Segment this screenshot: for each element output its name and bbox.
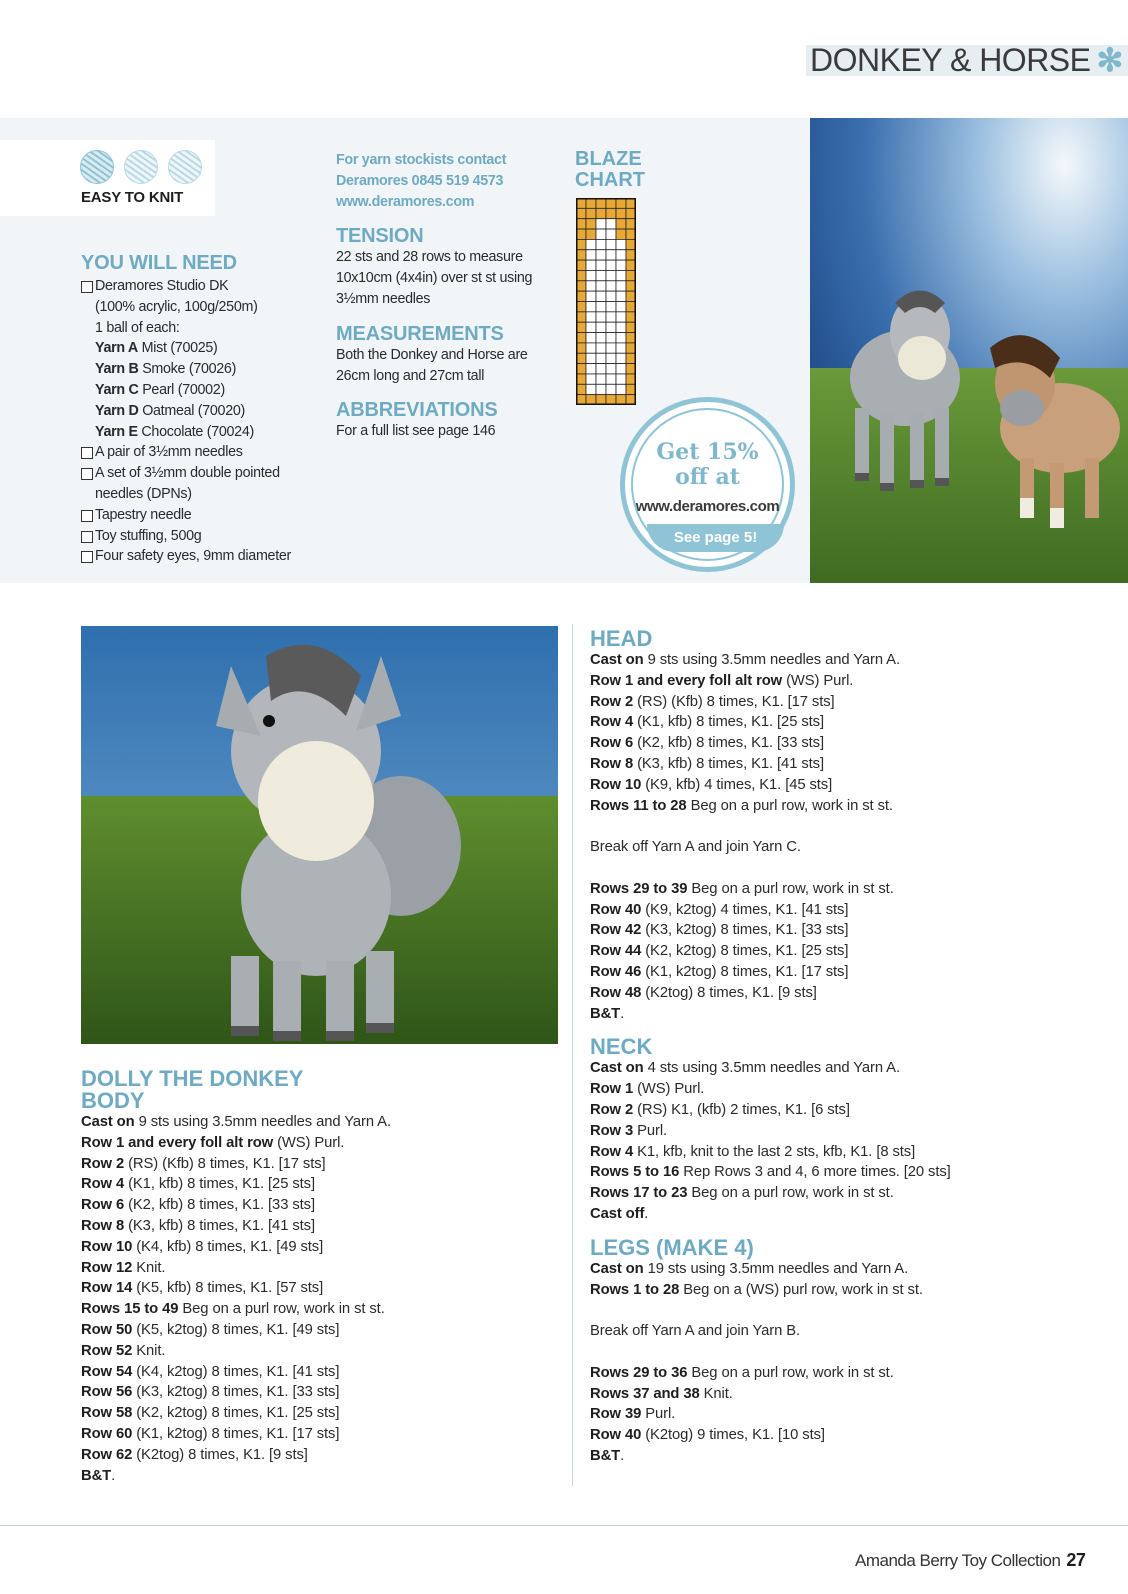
promo-offer: Get 15% off at xyxy=(656,439,759,490)
chart-cell xyxy=(586,198,596,208)
pattern-row: Row 48 (K2tog) 8 times, K1. [9 sts] xyxy=(590,984,817,1001)
pattern-row: Row 12 Knit. xyxy=(81,1259,166,1276)
list-item: Toy stuffing, 500g xyxy=(81,526,321,547)
chart-cell xyxy=(606,291,616,301)
legs-heading: LEGS (MAKE 4) xyxy=(590,1234,754,1260)
chart-cell xyxy=(596,374,606,384)
pattern-row: Row 52 Knit. xyxy=(81,1342,166,1359)
pattern-row: Rows 17 to 23 Beg on a purl row, work in st st. xyxy=(590,1185,894,1202)
pattern-row: Row 4 K1, kfb, knit to the last 2 sts, kfb, K1. [8 sts] xyxy=(590,1143,916,1160)
chart-cell xyxy=(616,270,626,280)
pattern-row: Row 6 (K2, kfb) 8 times, K1. [33 sts] xyxy=(81,1197,315,1214)
chart-cell xyxy=(586,208,596,218)
you-will-need-heading: YOU WILL NEED xyxy=(81,252,237,274)
chart-cell xyxy=(616,343,626,353)
dolly-donkey-photo xyxy=(81,626,558,1044)
pattern-row: Cast on 9 sts using 3.5mm needles and Yarn A. xyxy=(590,652,900,668)
chart-cell xyxy=(596,353,606,363)
chart-cell xyxy=(596,291,606,301)
chart-cell xyxy=(596,322,606,332)
chart-cell xyxy=(616,364,626,374)
pattern-row: Row 10 (K9, kfb) 4 times, K1. [45 sts] xyxy=(590,776,833,793)
chart-cell xyxy=(586,384,596,394)
chart-cell xyxy=(606,374,616,384)
chart-cell xyxy=(606,260,616,270)
pattern-row: Row 3 Purl. xyxy=(590,1122,668,1139)
pattern-row: Row 58 (K2, k2tog) 8 times, K1. [25 sts] xyxy=(81,1405,340,1422)
pattern-row: Rows 11 to 28 Beg on a purl row, work in st st. xyxy=(590,797,893,814)
chart-cell xyxy=(616,302,626,312)
chart-cell xyxy=(616,208,626,218)
pattern-row: Row 56 (K3, k2tog) 8 times, K1. [33 sts] xyxy=(81,1384,340,1401)
pattern-row: Cast on 19 sts using 3.5mm needles and Yarn A. xyxy=(590,1260,909,1277)
pattern-row: Row 44 (K2, k2tog) 8 times, K1. [25 sts] xyxy=(590,943,849,960)
legs-instructions xyxy=(590,1259,1110,1301)
pattern-row: B&T. xyxy=(590,1447,625,1464)
pattern-row: Rows 1 to 28 Beg on a (WS) purl row, work in st st. xyxy=(590,1281,923,1298)
head-instructions xyxy=(590,650,1110,816)
chart-cell xyxy=(596,270,606,280)
pattern-row: Row 1 (WS) Purl. xyxy=(590,1081,705,1098)
chart-cell xyxy=(586,374,596,384)
chart-cell xyxy=(616,395,626,405)
chart-cell xyxy=(616,312,626,322)
tension-text: 22 sts and 28 rows to measure 10x10cm (4x4in) over st st using 3½mm needles xyxy=(336,249,533,307)
chart-cell xyxy=(586,353,596,363)
info-column xyxy=(336,150,561,442)
list-item: Yarn D Oatmeal (70020) xyxy=(95,402,245,419)
blaze-chart-title: BLAZE CHART xyxy=(575,148,645,191)
chart-cell xyxy=(606,333,616,343)
yarn-ball-icon xyxy=(80,150,114,184)
chart-cell xyxy=(606,312,616,322)
chart-cell xyxy=(616,229,626,239)
page-title: DONKEY & HORSE ✻ xyxy=(810,42,1123,78)
pattern-row: Rows 15 to 49 Beg on a purl row, work in st st. xyxy=(81,1301,385,1318)
chart-cell xyxy=(586,260,596,270)
list-item: Deramores Studio DK xyxy=(81,276,321,297)
blaze-chart xyxy=(576,198,636,405)
chart-cell xyxy=(586,281,596,291)
difficulty-rating xyxy=(80,150,202,184)
pattern-row: Rows 5 to 16 Rep Rows 3 and 4, 6 more times. [20 sts] xyxy=(590,1164,951,1181)
head-note: Break off Yarn A and join Yarn C. xyxy=(590,839,801,856)
chart-cell xyxy=(586,229,596,239)
chart-cell xyxy=(586,219,596,229)
chart-cell xyxy=(586,312,596,322)
difficulty-label: EASY TO KNIT xyxy=(81,189,184,206)
head-heading: HEAD xyxy=(590,626,653,651)
chart-cell xyxy=(596,208,606,218)
pattern-row: Row 14 (K5, kfb) 8 times, K1. [57 sts] xyxy=(81,1280,324,1297)
list-item: Yarn A Mist (70025) xyxy=(95,340,218,357)
dolly-title: DOLLY THE DONKEY xyxy=(81,1066,304,1091)
list-item: Yarn C Pearl (70002) xyxy=(95,381,225,398)
list-item: Tapestry needle xyxy=(81,505,321,526)
pattern-row: Row 8 (K3, kfb) 8 times, K1. [41 sts] xyxy=(81,1217,315,1234)
legs-instructions-2 xyxy=(590,1363,1110,1467)
measurements-text: Both the Donkey and Horse are 26cm long and 27cm tall xyxy=(336,346,528,384)
chart-cell xyxy=(616,219,626,229)
you-will-need-section xyxy=(81,252,321,567)
chart-cell xyxy=(586,395,596,405)
chart-cell xyxy=(596,312,606,322)
body-instructions xyxy=(81,1112,551,1486)
chart-cell xyxy=(616,291,626,301)
chart-cell xyxy=(606,343,616,353)
chart-cell xyxy=(596,198,606,208)
footer xyxy=(855,1550,1085,1571)
pattern-row: Row 60 (K1, k2tog) 8 times, K1. [17 sts] xyxy=(81,1425,340,1442)
tension-heading: TENSION xyxy=(336,225,424,248)
chart-cell xyxy=(596,384,606,394)
column-divider xyxy=(572,624,573,1486)
list-item: needles (DPNs) xyxy=(95,485,192,502)
chart-cell xyxy=(606,395,616,405)
pattern-row: Cast on 4 sts using 3.5mm needles and Yarn A. xyxy=(590,1060,900,1077)
chart-cell xyxy=(606,208,616,218)
chart-cell xyxy=(606,302,616,312)
pattern-row: Row 1 and every foll alt row (WS) Purl. xyxy=(81,1134,345,1151)
stockists-note: For yarn stockists contact Deramores 0845 519 4573 www.deramores.com xyxy=(336,150,561,212)
footer-rule xyxy=(0,1525,1128,1526)
abbreviations-heading: ABBREVIATIONS xyxy=(336,399,498,422)
chart-cell xyxy=(596,302,606,312)
pattern-row: Row 2 (RS) (Kfb) 8 times, K1. [17 sts] xyxy=(590,693,835,710)
promo-see-page: See page 5! xyxy=(647,524,784,552)
pattern-row: Row 54 (K4, k2tog) 8 times, K1. [41 sts] xyxy=(81,1363,340,1380)
chart-cell xyxy=(606,364,616,374)
chart-cell xyxy=(586,291,596,301)
yarn-ball-icon xyxy=(124,150,158,184)
chart-cell xyxy=(586,270,596,280)
pattern-row: Row 10 (K4, kfb) 8 times, K1. [49 sts] xyxy=(81,1238,324,1255)
pattern-row: Row 50 (K5, k2tog) 8 times, K1. [49 sts] xyxy=(81,1321,340,1338)
chart-cell xyxy=(606,322,616,332)
chart-cell xyxy=(586,239,596,249)
chart-cell xyxy=(596,260,606,270)
chart-cell xyxy=(606,281,616,291)
pattern-row: Rows 29 to 39 Beg on a purl row, work in st st. xyxy=(590,880,894,897)
footer-title: Amanda Berry Toy Collection xyxy=(855,1551,1061,1570)
list-item: A pair of 3½mm needles xyxy=(81,442,321,463)
neck-instructions xyxy=(590,1058,1110,1224)
yarn-ball-icon xyxy=(168,150,202,184)
pattern-row: Row 2 (RS) K1, (kfb) 2 times, K1. [6 sts] xyxy=(590,1101,850,1118)
chart-cell xyxy=(586,343,596,353)
chart-cell xyxy=(586,302,596,312)
pattern-row: Row 62 (K2tog) 8 times, K1. [9 sts] xyxy=(81,1446,308,1463)
chart-cell xyxy=(606,219,616,229)
pattern-row: Row 4 (K1, kfb) 8 times, K1. [25 sts] xyxy=(81,1176,315,1193)
chart-cell xyxy=(616,384,626,394)
chart-cell xyxy=(616,281,626,291)
donkey-horse-photo xyxy=(810,118,1128,583)
chart-cell xyxy=(606,384,616,394)
list-item: A set of 3½mm double pointed xyxy=(81,463,321,484)
chart-cell xyxy=(606,239,616,249)
list-item: Yarn E Chocolate (70024) xyxy=(95,423,254,440)
pattern-row: B&T. xyxy=(81,1467,116,1484)
pattern-row: Row 40 (K9, k2tog) 4 times, K1. [41 sts] xyxy=(590,901,849,918)
chart-cell xyxy=(616,374,626,384)
chart-cell xyxy=(596,364,606,374)
pattern-row: Row 2 (RS) (Kfb) 8 times, K1. [17 sts] xyxy=(81,1155,326,1172)
pattern-row: Row 1 and every foll alt row (WS) Purl. xyxy=(590,672,854,689)
stockists-link[interactable]: www.deramores.com xyxy=(336,193,475,210)
pattern-right-column xyxy=(590,628,1110,1467)
pattern-row: Rows 37 and 38 Knit. xyxy=(590,1385,733,1402)
pattern-row: Row 6 (K2, kfb) 8 times, K1. [33 sts] xyxy=(590,735,824,752)
chart-cell xyxy=(586,250,596,260)
chart-cell xyxy=(596,219,606,229)
chart-cell xyxy=(596,343,606,353)
promo-url: www.deramores.com xyxy=(635,498,780,515)
list-item: Four safety eyes, 9mm diameter xyxy=(81,546,321,567)
chart-cell xyxy=(606,353,616,363)
chart-cell xyxy=(606,250,616,260)
chart-cell xyxy=(596,229,606,239)
legs-note: Break off Yarn A and join Yarn B. xyxy=(590,1323,801,1340)
abbreviations-text: For a full list see page 146 xyxy=(336,423,496,440)
materials-list xyxy=(81,276,321,567)
chart-cell xyxy=(596,250,606,260)
chart-cell xyxy=(596,281,606,291)
chart-cell xyxy=(596,239,606,249)
measurements-heading: MEASUREMENTS xyxy=(336,322,504,345)
pattern-row: Row 39 Purl. xyxy=(590,1406,676,1423)
chart-cell xyxy=(616,260,626,270)
promo-badge[interactable] xyxy=(620,397,795,572)
promo-ring xyxy=(631,408,784,561)
pattern-row: Row 46 (K1, k2tog) 8 times, K1. [17 sts] xyxy=(590,963,849,980)
chart-cell xyxy=(596,333,606,343)
chart-cell xyxy=(586,322,596,332)
neck-heading: NECK xyxy=(590,1034,653,1060)
list-item: 1 ball of each: xyxy=(95,319,180,336)
chart-cell xyxy=(586,333,596,343)
pattern-row: Rows 29 to 36 Beg on a purl row, work in st st. xyxy=(590,1364,894,1381)
dolly-donkey-section xyxy=(81,1068,551,1486)
list-item: (100% acrylic, 100g/250m) xyxy=(95,298,258,315)
chart-cell xyxy=(616,322,626,332)
chart-cell xyxy=(616,353,626,363)
chart-cell xyxy=(606,229,616,239)
body-heading: BODY xyxy=(81,1088,145,1113)
chart-cell xyxy=(606,270,616,280)
chart-cell xyxy=(596,395,606,405)
pattern-row: Cast off. xyxy=(590,1205,649,1222)
pattern-row: Cast on 9 sts using 3.5mm needles and Yarn A. xyxy=(81,1114,391,1130)
pattern-row: Row 4 (K1, kfb) 8 times, K1. [25 sts] xyxy=(590,714,824,731)
chart-cell xyxy=(586,364,596,374)
chart-cell xyxy=(616,198,626,208)
list-item: Yarn B Smoke (70026) xyxy=(95,361,237,378)
pattern-row: Row 8 (K3, kfb) 8 times, K1. [41 sts] xyxy=(590,755,824,772)
asterisk-icon: ✻ xyxy=(1096,42,1123,78)
page-number: 27 xyxy=(1066,1550,1086,1570)
chart-cell xyxy=(616,239,626,249)
pattern-row: Row 42 (K3, k2tog) 8 times, K1. [33 sts] xyxy=(590,922,849,939)
chart-cell xyxy=(616,333,626,343)
chart-cell xyxy=(616,250,626,260)
head-instructions-2 xyxy=(590,879,1110,1025)
chart-cell xyxy=(606,198,616,208)
pattern-row: B&T. xyxy=(590,1005,625,1022)
pattern-row: Row 40 (K2tog) 9 times, K1. [10 sts] xyxy=(590,1427,825,1444)
